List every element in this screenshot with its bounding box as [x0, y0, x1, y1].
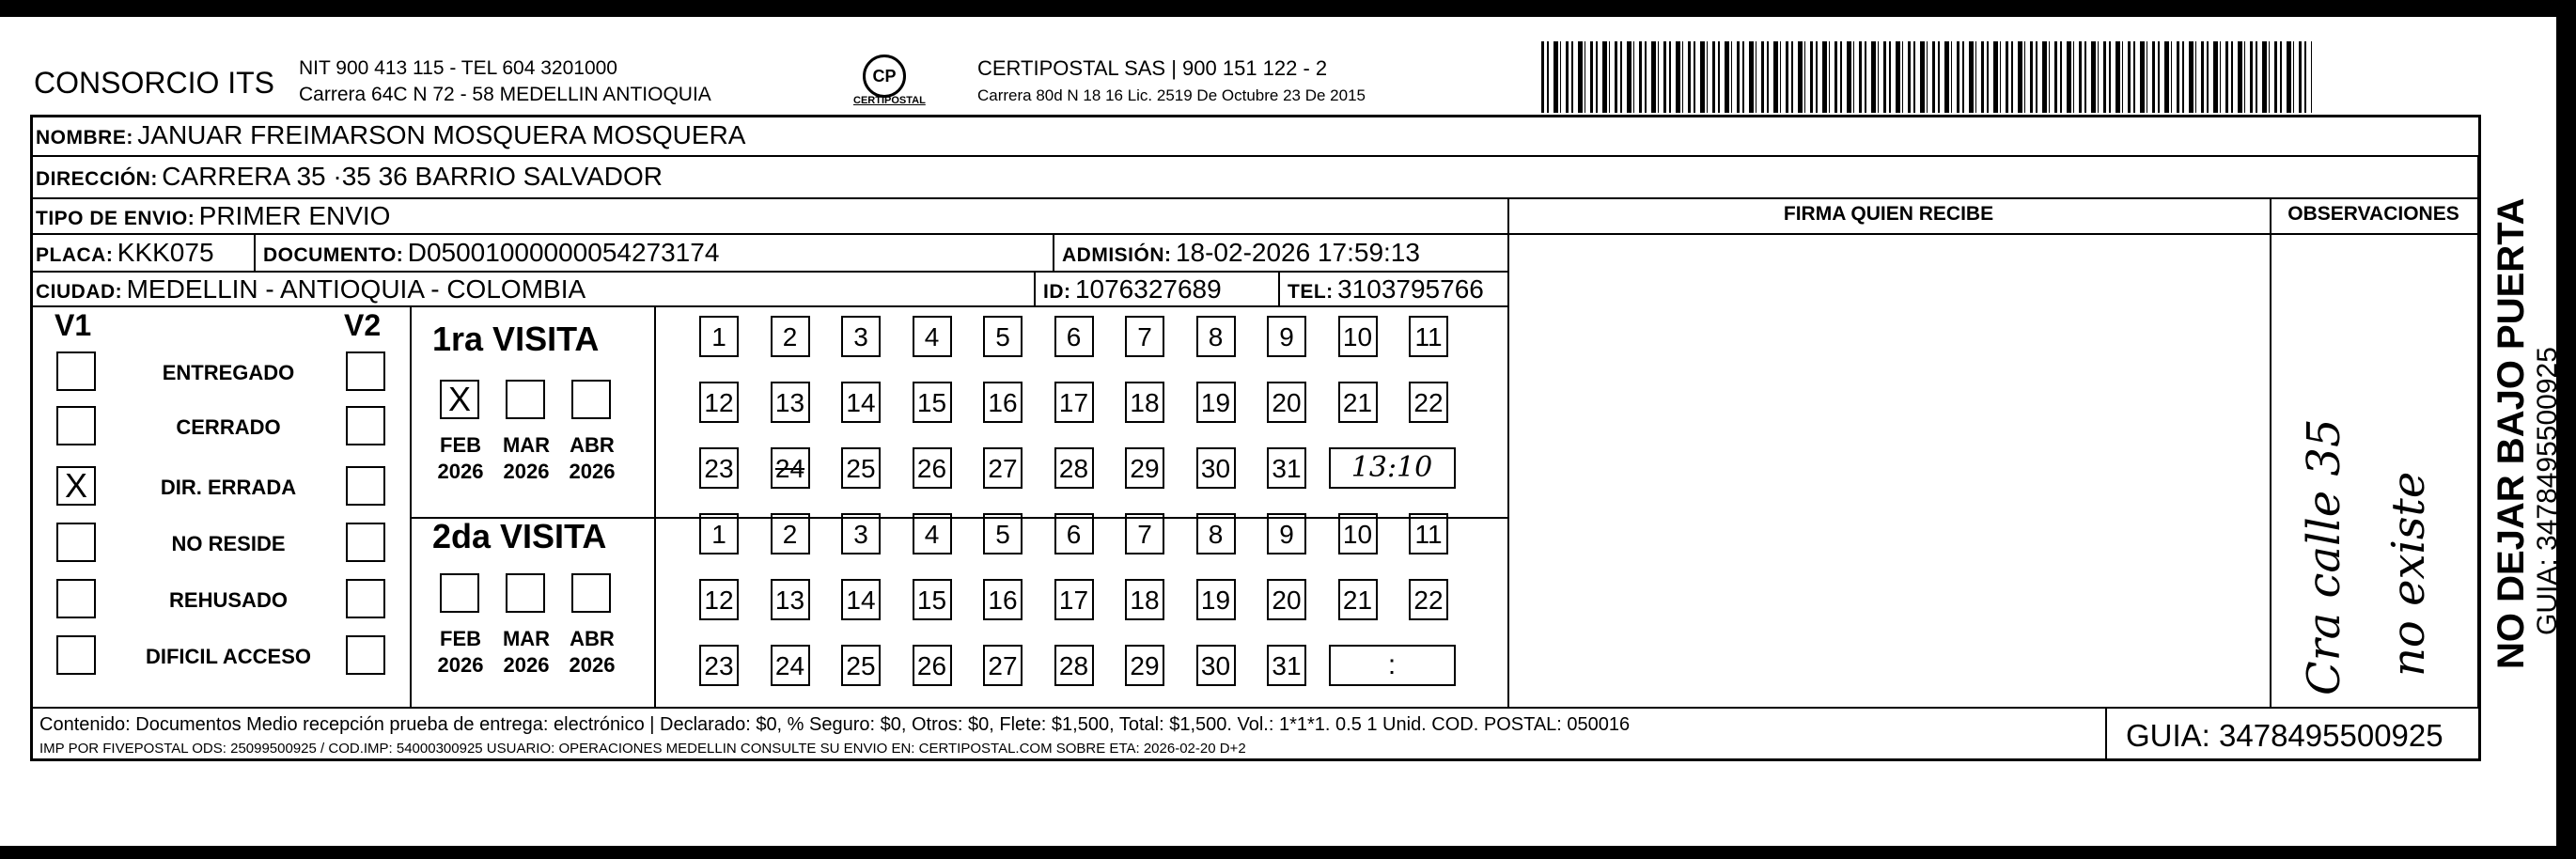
day-box[interactable]: 30 — [1196, 645, 1236, 686]
day-box[interactable]: 5 — [983, 316, 1023, 357]
day-box[interactable]: 2 — [771, 513, 810, 554]
tipo-row — [36, 201, 390, 231]
day-box[interactable]: 25 — [841, 447, 881, 489]
company-address: Carrera 64C N 72 - 58 MEDELLIN ANTIOQUIA — [299, 84, 711, 105]
day-box[interactable]: 16 — [983, 382, 1023, 423]
day-box[interactable]: 1 — [699, 316, 739, 357]
footer-print-info: IMP POR FIVEPOSTAL ODS: 25099500925 / COD.IMP: 54000300925 USUARIO: OPERACIONES MEDELLIN CONSULTE SU ENVIO EN: CERTIPOSTAL.COM SOBRE ETA: 2026-02-20 D+2 — [39, 741, 1246, 757]
day-box[interactable]: 14 — [841, 382, 881, 423]
v1-checkbox[interactable] — [56, 523, 96, 562]
company-name: CONSORCIO ITS — [34, 66, 275, 100]
day-box[interactable]: 7 — [1125, 513, 1164, 554]
day-box[interactable]: 22 — [1409, 382, 1448, 423]
month-checkbox[interactable]: X — [440, 380, 479, 419]
firma-header: FIRMA QUIEN RECIBE — [1783, 203, 1994, 225]
nombre-label: NOMBRE: — [36, 127, 133, 148]
day-box[interactable]: 21 — [1338, 382, 1378, 423]
carrier-address: Carrera 80d N 18 16 Lic. 2519 De Octubre 23 De 2015 — [977, 86, 1366, 104]
day-box[interactable]: 18 — [1125, 579, 1164, 620]
day-box[interactable]: 3 — [841, 513, 881, 554]
day-box[interactable]: 6 — [1054, 513, 1094, 554]
day-box[interactable]: 20 — [1267, 579, 1306, 620]
placa-label: PLACA: — [36, 244, 114, 266]
status-label: NO RESIDE — [171, 532, 286, 555]
day-box[interactable]: 8 — [1196, 513, 1236, 554]
day-box[interactable]: 5 — [983, 513, 1023, 554]
month-label: FEB 2026 — [437, 627, 484, 677]
v2-checkbox[interactable] — [346, 351, 385, 391]
nombre-row — [36, 120, 745, 150]
day-box[interactable]: 26 — [913, 645, 952, 686]
day-box[interactable]: 21 — [1338, 579, 1378, 620]
day-box[interactable]: 25 — [841, 645, 881, 686]
day-box[interactable]: 10 — [1338, 316, 1378, 357]
month-checkbox[interactable] — [506, 573, 545, 613]
day-box[interactable]: 19 — [1196, 382, 1236, 423]
day-box[interactable]: 18 — [1125, 382, 1164, 423]
day-box[interactable]: 19 — [1196, 579, 1236, 620]
day-box[interactable]: 7 — [1125, 316, 1164, 357]
v1-checkbox[interactable]: X — [56, 466, 96, 506]
day-box[interactable]: 26 — [913, 447, 952, 489]
observaciones-header: OBSERVACIONES — [2287, 203, 2459, 225]
v1-checkbox[interactable] — [56, 406, 96, 445]
day-box[interactable]: 24 — [771, 645, 810, 686]
day-box[interactable]: 16 — [983, 579, 1023, 620]
day-box[interactable]: 20 — [1267, 382, 1306, 423]
id-cell — [1043, 274, 1222, 305]
month-checkbox[interactable] — [440, 573, 479, 613]
first-visit-title: 1ra VISITA — [432, 320, 600, 358]
ciudad-label: CIUDAD: — [36, 281, 123, 303]
documento-label: DOCUMENTO: — [263, 244, 404, 266]
documento-cell — [263, 238, 719, 268]
top-border — [0, 0, 2576, 17]
carrier-name: CERTIPOSTAL SAS | 900 151 122 - 2 — [977, 56, 1328, 80]
bottom-border — [0, 846, 2576, 859]
day-box[interactable]: 13 — [771, 579, 810, 620]
placa-cell — [36, 238, 214, 268]
day-box[interactable]: 11 — [1409, 316, 1448, 357]
v2-checkbox[interactable] — [346, 406, 385, 445]
day-box[interactable]: 4 — [913, 513, 952, 554]
day-box[interactable]: 4 — [913, 316, 952, 357]
month-label: MAR 2026 — [502, 627, 551, 677]
side-warning: NO DEJAR BAJO PUERTA — [2490, 197, 2532, 669]
day-box[interactable]: 29 — [1125, 645, 1164, 686]
month-label: ABR 2026 — [569, 627, 616, 677]
certipostal-logo-icon: CP — [863, 55, 906, 98]
day-box[interactable]: 23 — [699, 447, 739, 489]
logo-caption: CERTIPOSTAL — [853, 95, 926, 106]
v1-header: V1 — [55, 308, 92, 342]
day-box[interactable]: 15 — [913, 382, 952, 423]
v2-checkbox[interactable] — [346, 466, 385, 506]
day-box[interactable]: 10 — [1338, 513, 1378, 554]
direccion-row — [36, 162, 663, 192]
company-nit: NIT 900 413 115 - TEL 604 3201000 — [299, 57, 617, 79]
day-box[interactable]: 2 — [771, 316, 810, 357]
direccion-label: DIRECCIÓN: — [36, 168, 158, 190]
day-box[interactable]: 22 — [1409, 579, 1448, 620]
day-box[interactable]: 31 — [1267, 645, 1306, 686]
day-box[interactable]: 12 — [699, 579, 739, 620]
day-box[interactable]: 3 — [841, 316, 881, 357]
day-box[interactable]: 24 — [771, 447, 810, 489]
status-label: ENTREGADO — [162, 361, 295, 384]
day-box[interactable]: 17 — [1054, 382, 1094, 423]
month-label: MAR 2026 — [502, 433, 551, 483]
v2-header: V2 — [344, 308, 382, 342]
v1-checkbox[interactable] — [56, 579, 96, 618]
ciudad-value: MEDELLIN - ANTIOQUIA - COLOMBIA — [126, 274, 586, 304]
day-box[interactable]: 9 — [1267, 513, 1306, 554]
tel-label: TEL: — [1288, 281, 1334, 303]
documento-value: D05001000000054273174 — [407, 238, 720, 267]
day-box[interactable]: 23 — [699, 645, 739, 686]
id-value: 1076327689 — [1074, 274, 1222, 304]
barcode — [1541, 41, 2312, 113]
tel-value: 3103795766 — [1337, 274, 1484, 304]
status-label: REHUSADO — [169, 588, 288, 612]
v1-checkbox[interactable] — [56, 635, 96, 675]
observation-handwriting-2: no existe — [2382, 471, 2435, 677]
ciudad-cell — [36, 274, 585, 305]
admision-cell — [1062, 238, 1420, 268]
month-checkbox[interactable] — [506, 380, 545, 419]
v2-checkbox[interactable] — [346, 579, 385, 618]
tel-cell — [1288, 274, 1484, 305]
day-box[interactable]: 28 — [1054, 645, 1094, 686]
tipo-value: PRIMER ENVIO — [198, 201, 391, 230]
day-box[interactable]: 30 — [1196, 447, 1236, 489]
status-label: DIR. ERRADA — [160, 476, 297, 499]
direccion-value: CARRERA 35 ·35 36 BARRIO SALVADOR — [162, 162, 664, 191]
day-box[interactable]: 27 — [983, 447, 1023, 489]
day-box[interactable]: 17 — [1054, 579, 1094, 620]
side-guia: GUIA: 3478495500925 — [2532, 347, 2563, 635]
day-box[interactable]: 27 — [983, 645, 1023, 686]
nombre-value: JANUAR FREIMARSON MOSQUERA MOSQUERA — [137, 120, 746, 149]
month-checkbox[interactable] — [571, 573, 611, 613]
day-box[interactable]: 28 — [1054, 447, 1094, 489]
footer-guia: GUIA: 3478495500925 — [2126, 718, 2443, 753]
day-box[interactable]: 15 — [913, 579, 952, 620]
second-visit-title: 2da VISITA — [432, 517, 607, 555]
v2-checkbox[interactable] — [346, 635, 385, 675]
visit-time-box[interactable]: : — [1329, 645, 1456, 686]
admision-label: ADMISIÓN: — [1062, 244, 1172, 266]
month-label: FEB 2026 — [437, 433, 484, 483]
placa-value: KKK075 — [117, 238, 214, 267]
day-box[interactable]: 1 — [699, 513, 739, 554]
visit-time-box[interactable]: 13:10 — [1329, 447, 1456, 489]
id-label: ID: — [1043, 281, 1071, 303]
day-box[interactable]: 14 — [841, 579, 881, 620]
day-box[interactable]: 11 — [1409, 513, 1448, 554]
status-label: CERRADO — [176, 415, 281, 439]
v1-checkbox[interactable] — [56, 351, 96, 391]
admision-value: 18-02-2026 17:59:13 — [1175, 238, 1420, 267]
observation-handwriting-1: Cra calle 35 — [2298, 418, 2350, 695]
status-label: DIFICIL ACCESO — [145, 645, 311, 668]
day-box[interactable]: 12 — [699, 382, 739, 423]
month-label: ABR 2026 — [569, 433, 616, 483]
footer-content: Contenido: Documentos Medio recepción prueba de entrega: electrónico | Declarado: $0, % Seguro: $0, Otros: $0, Flete: $1,500, Total: $1,500. Vol.: 1*1*1. 0.5 1 Unid. COD. POSTAL: 050016 — [39, 714, 1631, 735]
month-checkbox[interactable] — [571, 380, 611, 419]
day-box[interactable]: 6 — [1054, 316, 1094, 357]
day-box[interactable]: 13 — [771, 382, 810, 423]
v2-checkbox[interactable] — [346, 523, 385, 562]
day-box[interactable]: 8 — [1196, 316, 1236, 357]
tipo-label: TIPO DE ENVIO: — [36, 208, 195, 229]
day-box[interactable]: 9 — [1267, 316, 1306, 357]
day-box[interactable]: 31 — [1267, 447, 1306, 489]
day-box[interactable]: 29 — [1125, 447, 1164, 489]
